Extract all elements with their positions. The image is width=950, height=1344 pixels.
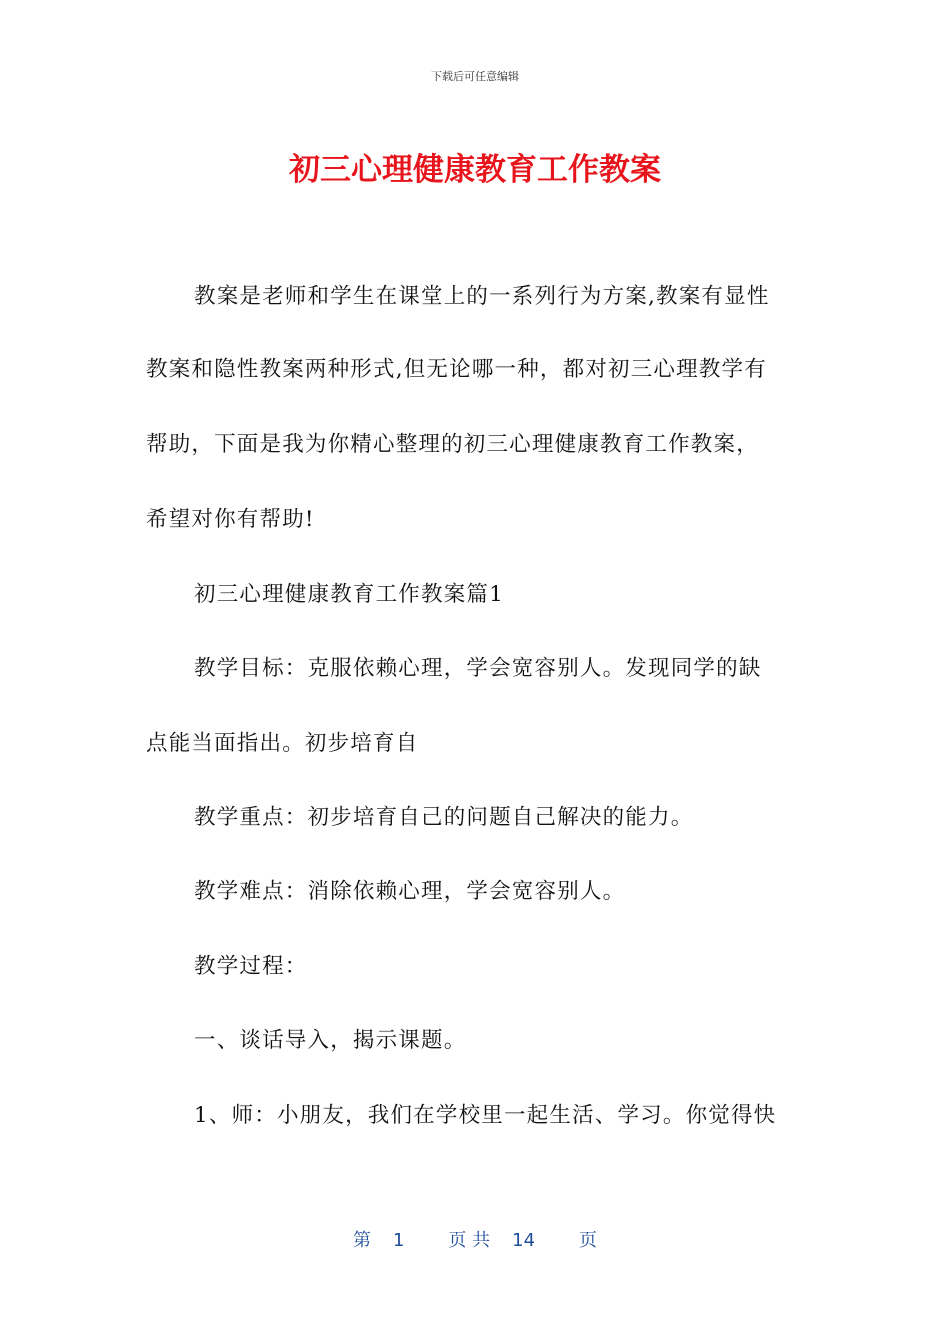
body-line-2: 教案和隐性教案两种形式,但无论哪一种，都对初三心理教学有 (146, 357, 767, 382)
body-line-step-1-1: 1、师：小朋友，我们在学校里一起生活、学习。你觉得快 (194, 1103, 777, 1128)
page-footer (0, 1226, 950, 1252)
document-title: 初三心理健康教育工作教案 (289, 152, 661, 188)
body-line-4: 希望对你有帮助! (146, 507, 315, 532)
body-line-objective-cont: 点能当面指出。初步培育自 (146, 731, 419, 756)
footer-ye: 页 (579, 1230, 598, 1251)
footer-ye-gong: 页 共 (448, 1230, 491, 1251)
section-heading-1: 初三心理健康教育工作教案篇1 (194, 582, 504, 607)
body-line-difficulty: 教学难点：消除依赖心理，学会宽容别人。 (194, 879, 626, 904)
body-line-objective: 教学目标：克服依赖心理，学会宽容别人。发现同学的缺 (194, 656, 762, 681)
page-header-note: 下载后可任意编辑 (431, 70, 519, 83)
body-line-key-point: 教学重点：初步培育自己的问题自己解决的能力。 (194, 805, 694, 830)
footer-di: 第 (352, 1230, 371, 1251)
footer-current-page: 1 (392, 1230, 405, 1251)
body-line-1: 教案是老师和学生在课堂上的一系列行为方案,教案有显性 (194, 284, 770, 309)
body-line-3: 帮助，下面是我为你精心整理的初三心理健康教育工作教案， (146, 432, 759, 457)
body-line-process: 教学过程： (194, 954, 308, 979)
body-line-step-1: 一、谈话导入，揭示课题。 (194, 1028, 467, 1053)
footer-total-pages: 14 (512, 1230, 536, 1251)
